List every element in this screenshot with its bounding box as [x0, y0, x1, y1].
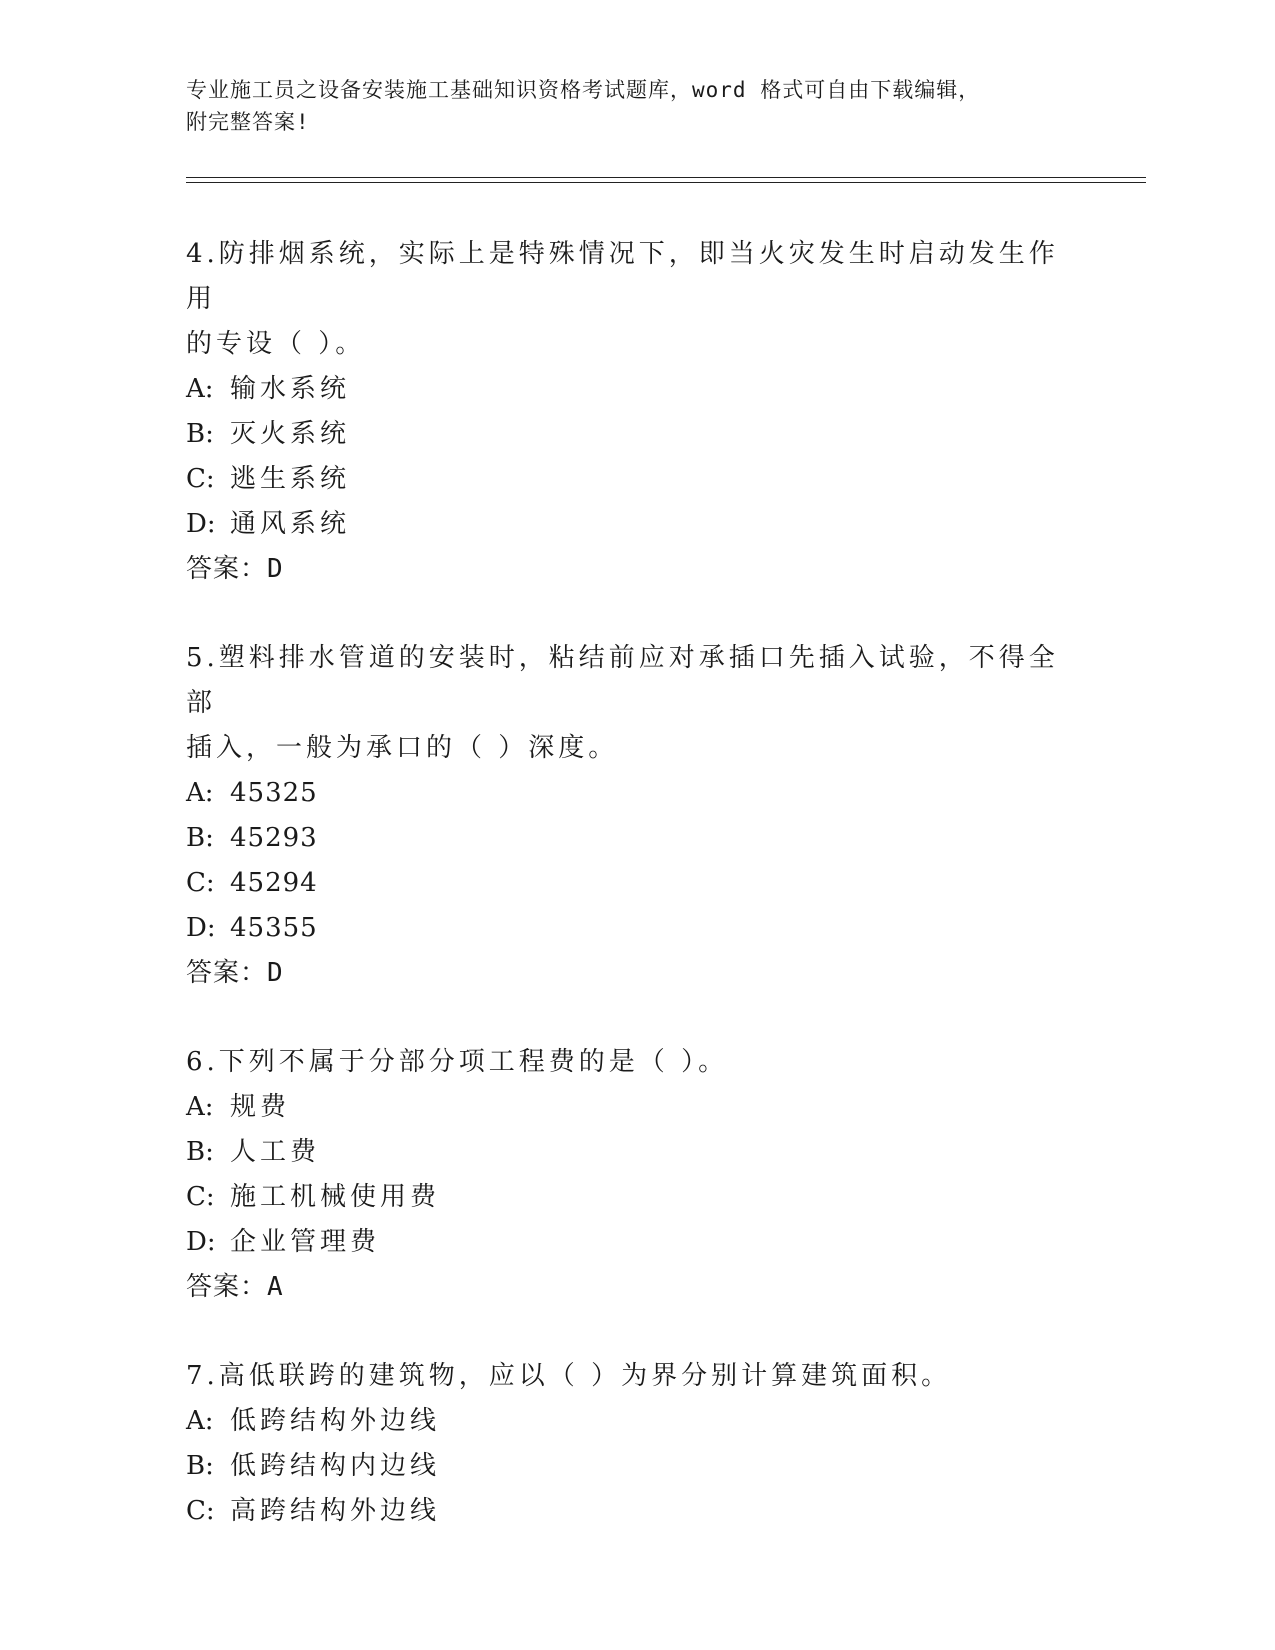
option-text: 人工费 [230, 1137, 321, 1167]
option-text: 45325 [230, 778, 318, 808]
option-text: 规费 [230, 1092, 291, 1122]
question-7 [186, 1354, 1086, 1534]
option-c [186, 1489, 1086, 1534]
option-key: B: [186, 823, 214, 853]
option-text: 低跨结构内边线 [230, 1451, 441, 1481]
option-c [186, 1175, 1086, 1220]
option-text: 通风系统 [230, 509, 351, 539]
option-key: D: [186, 1227, 216, 1257]
header-divider-top [186, 177, 1146, 178]
option-d [186, 502, 1086, 547]
option-b [186, 816, 1086, 861]
question-stem: 4.防排烟系统，实际上是特殊情况下，即当火灾发生时启动发生作用 [186, 239, 1059, 314]
option-text: 灭火系统 [230, 419, 351, 449]
option-text: 企业管理费 [230, 1227, 381, 1257]
document-header: 专业施工员之设备安装施工基础知识资格考试题库，word 格式可自由下载编辑， 附完整答案! [186, 78, 981, 134]
question-stem-continued: 插入，一般为承口的（ ）深度。 [186, 733, 619, 763]
option-key: A: [186, 374, 214, 404]
option-text: 输水系统 [230, 374, 351, 404]
header-divider-bottom [186, 182, 1146, 183]
option-c [186, 457, 1086, 502]
option-a [186, 367, 1086, 412]
question-list [186, 232, 1086, 1578]
option-a [186, 1399, 1086, 1444]
option-text: 45355 [230, 913, 318, 943]
option-b [186, 412, 1086, 457]
option-key: C: [186, 1496, 215, 1526]
question-stem: 5.塑料排水管道的安装时，粘结前应对承插口先插入试验，不得全部 [186, 643, 1059, 718]
option-key: B: [186, 1451, 214, 1481]
option-text: 45294 [230, 868, 318, 898]
question-stem: 6.下列不属于分部分项工程费的是（ ）。 [186, 1047, 729, 1077]
question-4 [186, 232, 1086, 592]
option-text: 高跨结构外边线 [230, 1496, 441, 1526]
option-b [186, 1130, 1086, 1175]
option-key: D: [186, 913, 216, 943]
option-key: D: [186, 509, 216, 539]
option-a [186, 771, 1086, 816]
question-stem-continued: 的专设（ ）。 [186, 329, 366, 359]
answer-line: 答案：A [186, 1272, 284, 1302]
option-key: C: [186, 464, 215, 494]
option-a [186, 1085, 1086, 1130]
question-stem: 7.高低联跨的建筑物，应以（ ）为界分别计算建筑面积。 [186, 1361, 952, 1391]
option-text: 45293 [230, 823, 318, 853]
option-key: A: [186, 1406, 214, 1436]
option-key: B: [186, 419, 214, 449]
option-b [186, 1444, 1086, 1489]
option-key: C: [186, 1182, 215, 1212]
option-key: B: [186, 1137, 214, 1167]
option-d [186, 1220, 1086, 1265]
option-key: A: [186, 778, 214, 808]
option-text: 施工机械使用费 [230, 1182, 441, 1212]
question-6 [186, 1040, 1086, 1310]
answer-line: 答案：D [186, 554, 284, 584]
option-key: C: [186, 868, 215, 898]
option-d [186, 906, 1086, 951]
option-c [186, 861, 1086, 906]
option-text: 低跨结构外边线 [230, 1406, 441, 1436]
answer-line: 答案：D [186, 958, 284, 988]
option-key: A: [186, 1092, 214, 1122]
option-text: 逃生系统 [230, 464, 351, 494]
question-5 [186, 636, 1086, 996]
